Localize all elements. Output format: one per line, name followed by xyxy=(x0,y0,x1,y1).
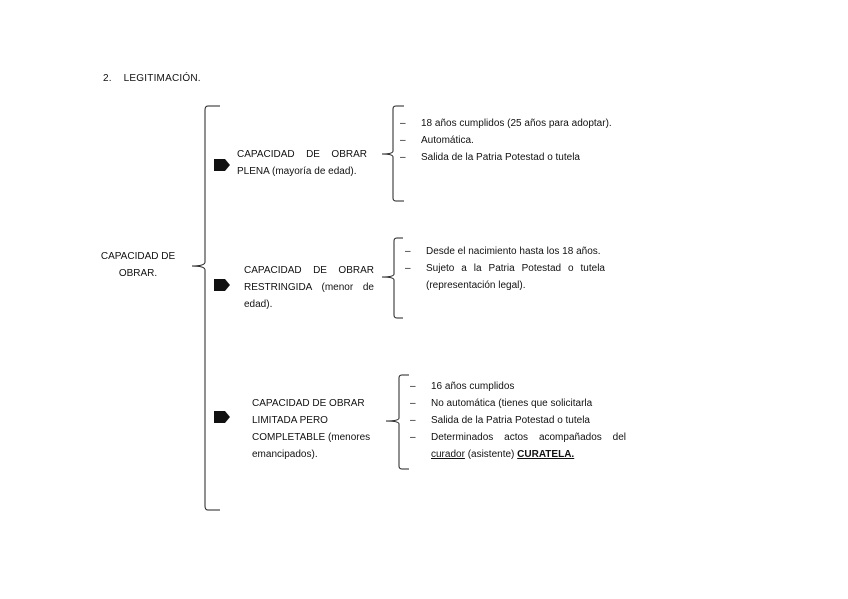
heading-title: LEGITIMACIÓN. xyxy=(123,73,201,84)
root-line-1: CAPACIDAD DE xyxy=(100,251,176,262)
root-line-2: OBRAR. xyxy=(118,268,158,279)
section-heading xyxy=(103,70,201,87)
curatela-text: CURATELA. xyxy=(517,449,575,460)
list-item: – No automática (tienes que solicitarla xyxy=(410,398,593,409)
list-item: – Salida de la Patria Potestad o tutela xyxy=(410,415,590,426)
list-item: – 18 años cumplidos (25 años para adoptar). xyxy=(400,118,612,129)
branch-label-restringida: CAPACIDAD DE OBRAR RESTRINGIDA (menor de edad). xyxy=(244,265,374,310)
branch-label-plena: CAPACIDAD DE OBRAR PLENA (mayoría de edad). xyxy=(237,149,367,177)
list-item: – Determinados actos acompañados del curador (asistente) CURATELA. xyxy=(410,432,626,460)
brace-restringida xyxy=(382,238,403,318)
list-item: – Desde el nacimiento hasta los 18 años. xyxy=(405,246,601,257)
root-node xyxy=(96,248,180,282)
heading-number: 2. xyxy=(103,73,112,84)
branch-label-limitada: CAPACIDAD DE OBRAR LIMITADA PERO COMPLETABLE (menores emancipados). xyxy=(252,398,371,460)
curador-text: curador xyxy=(431,449,465,460)
brace-limitada xyxy=(386,375,409,469)
list-item: – 16 años cumplidos xyxy=(410,381,515,392)
list-plena xyxy=(400,115,613,166)
list-restringida xyxy=(405,243,605,294)
pointer-arrow-icon xyxy=(214,411,230,423)
pointer-arrow-icon xyxy=(214,159,230,171)
list-item: – Salida de la Patria Potestad o tutela xyxy=(400,152,580,163)
list-item: – Sujeto a la Patria Potestad o tutela (representación legal). xyxy=(405,263,605,291)
list-limitada xyxy=(410,378,626,463)
list-item: – Automática. xyxy=(400,135,474,146)
pointer-arrow-icon xyxy=(214,279,230,291)
